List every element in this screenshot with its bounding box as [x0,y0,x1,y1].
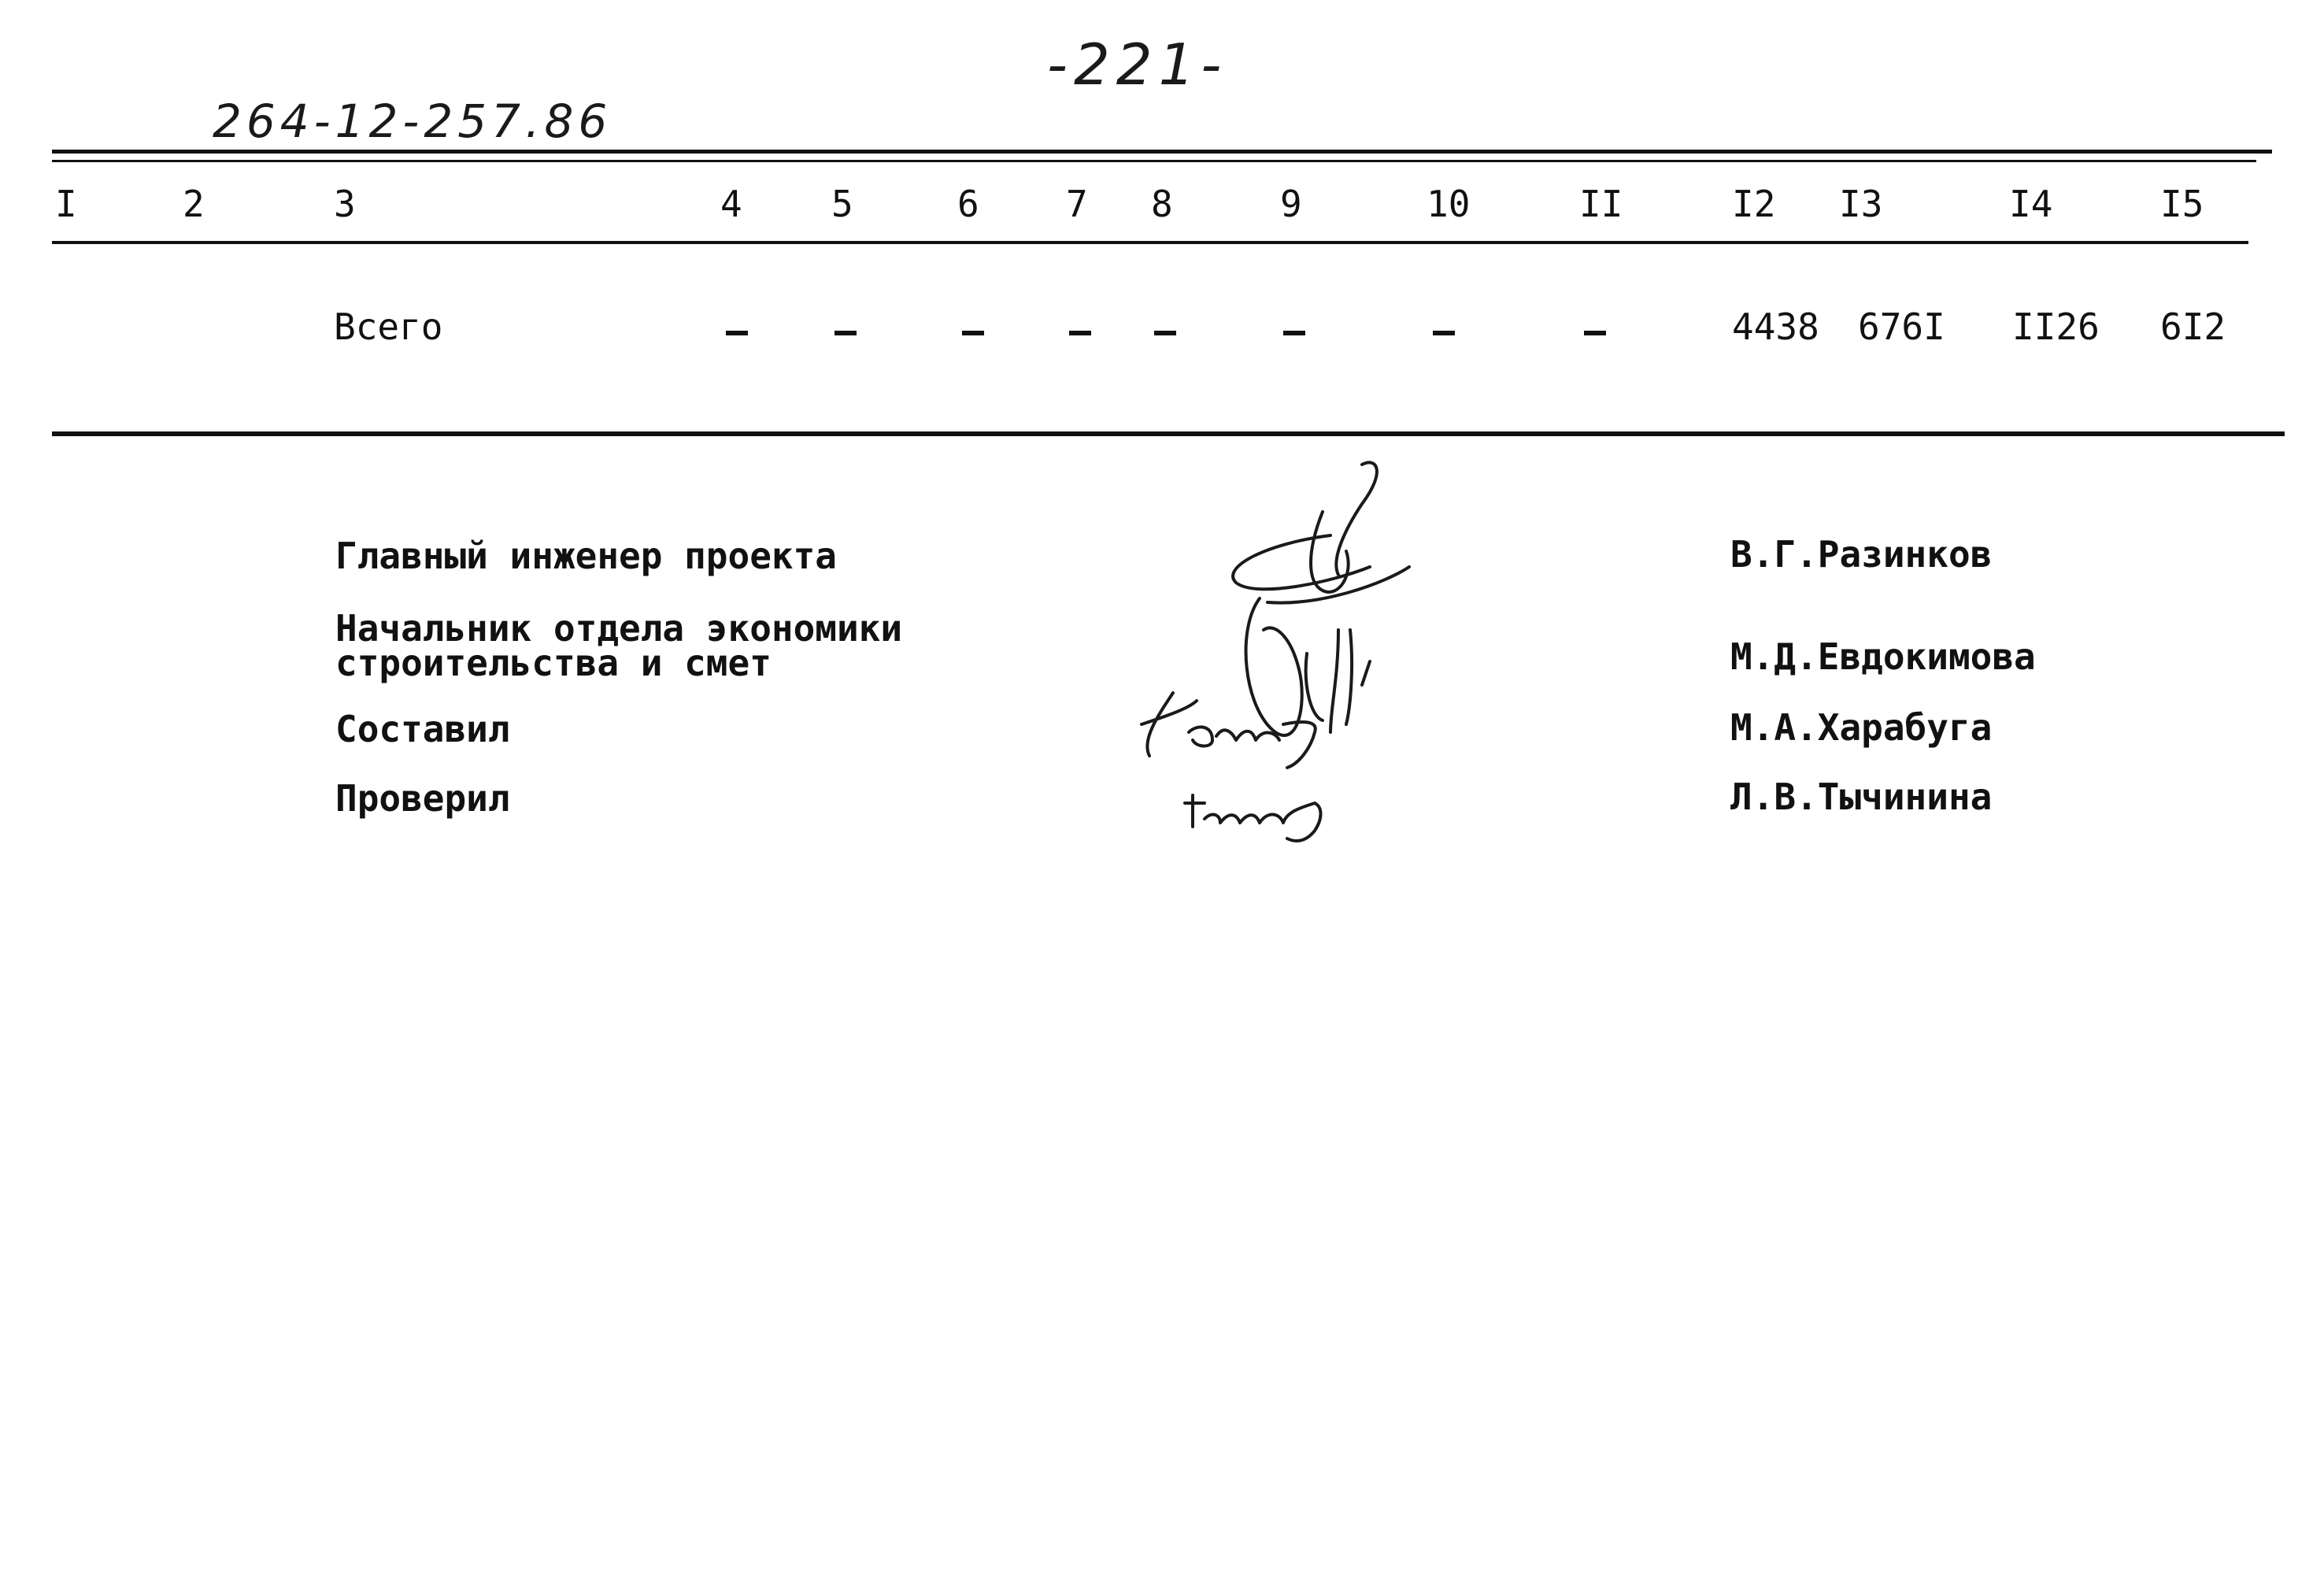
table-header-rule [52,241,2248,244]
table-bottom-rule [52,431,2285,436]
empty-cell-dash [1154,331,1176,335]
name-compiled-by: М.А.Харабуга [1730,706,1993,749]
column-header-10: 10 [1427,183,1471,225]
column-header-9: 9 [1280,183,1302,225]
column-header-1: I [55,183,77,225]
role-compiled-by: Составил [335,708,510,750]
role-department-head-line1: Начальник отдела экономики [335,607,903,650]
total-value-col-13: 676I [1858,305,1945,348]
column-header-6: 6 [957,183,979,225]
empty-cell-dash [726,331,748,335]
table-top-rule [52,150,2272,154]
column-header-15: I5 [2160,183,2204,225]
column-header-13: I3 [1839,183,1883,225]
empty-cell-dash [834,331,857,335]
total-label: Всего [334,305,443,348]
total-value-col-15: 6I2 [2160,305,2226,348]
column-header-14: I4 [2009,183,2053,225]
empty-cell-dash [1283,331,1305,335]
signature-department-head [1246,598,1370,735]
page-number: -221- [1047,31,1228,98]
signature-chief-engineer [1233,462,1409,602]
name-checked-by: Л.В.Тычинина [1730,776,1993,818]
column-header-2: 2 [183,183,205,225]
handwritten-signatures [1126,449,1598,858]
total-value-col-14: II26 [2012,305,2100,348]
empty-cell-dash [1069,331,1091,335]
column-header-3: 3 [334,183,356,225]
document-code: 264-12-257.86 [213,94,612,148]
empty-cell-dash [1433,331,1455,335]
total-value-col-12: 4438 [1732,305,1819,348]
signature-compiled-by [1142,693,1316,768]
signature-checked-by [1185,795,1321,841]
name-department-head: М.Д.Евдокимова [1730,635,2036,678]
column-header-4: 4 [720,183,742,225]
table-top-rule-inner [52,160,2256,162]
column-header-11: II [1579,183,1623,225]
empty-cell-dash [962,331,984,335]
column-header-7: 7 [1066,183,1088,225]
role-department-head-line2: строительства и смет [335,642,772,684]
role-chief-engineer: Главный инженер проекта [335,535,837,577]
role-checked-by: Проверил [335,777,510,820]
name-chief-engineer: В.Г.Разинков [1730,533,1993,576]
empty-cell-dash [1584,331,1606,335]
column-header-12: I2 [1732,183,1776,225]
column-header-5: 5 [831,183,853,225]
column-header-8: 8 [1151,183,1173,225]
